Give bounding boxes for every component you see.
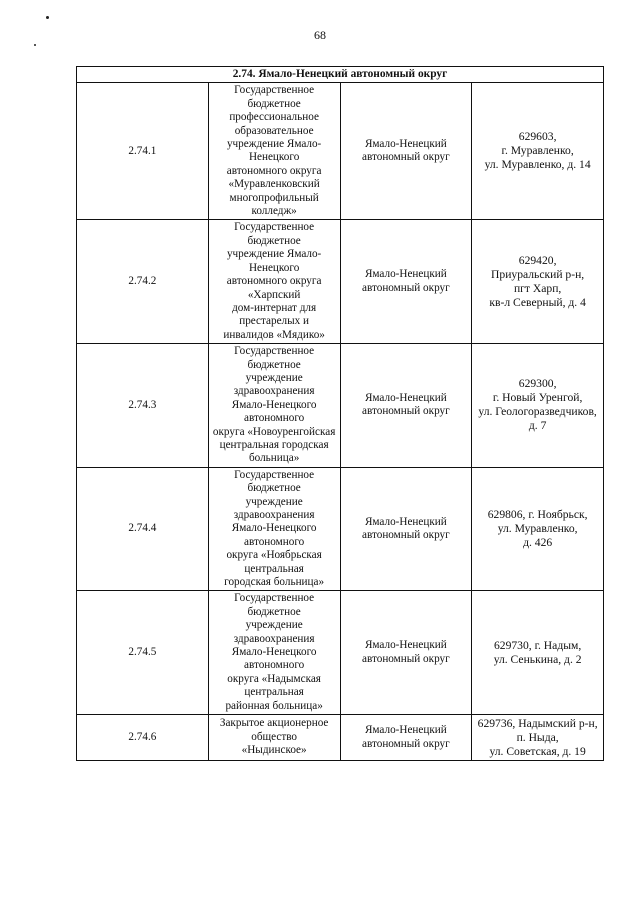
institutions-table xyxy=(76,66,604,761)
table-row xyxy=(77,591,604,715)
section-header-row xyxy=(77,67,604,83)
scan-speck xyxy=(34,44,36,46)
institution-name: Закрытое акционерное общество «Ныдинское» xyxy=(208,715,340,761)
address-cell: 629730, г. Надым, ул. Сенькина, д. 2 xyxy=(472,591,604,715)
region-cell: Ямало-Ненецкий автономный округ xyxy=(340,467,472,591)
region-cell: Ямало-Ненецкий автономный округ xyxy=(340,220,472,344)
table-row xyxy=(77,467,604,591)
row-number: 2.74.3 xyxy=(77,344,209,468)
address-cell: 629300, г. Новый Уренгой, ул. Геологоразведчиков, д. 7 xyxy=(472,344,604,468)
institution-name: Государственное бюджетное учреждение здравоохранения Ямало-Ненецкого автономного округа «Новоуренгойская центральная городская больница» xyxy=(208,344,340,468)
institution-name: Государственное бюджетное учреждение Ямало-Ненецкого автономного округа «Харпский дом-интернат для престарелых и инвалидов «Мядико» xyxy=(208,220,340,344)
page-number: 68 xyxy=(314,28,326,42)
institution-name: Государственное бюджетное учреждение здравоохранения Ямало-Ненецкого автономного округа «Ноябрьская центральная городская больница» xyxy=(208,467,340,591)
table-row xyxy=(77,220,604,344)
region-cell: Ямало-Ненецкий автономный округ xyxy=(340,591,472,715)
institution-name: Государственное бюджетное учреждение здравоохранения Ямало-Ненецкого автономного округа «Надымская центральная районная больница» xyxy=(208,591,340,715)
row-number: 2.74.2 xyxy=(77,220,209,344)
address-cell: 629420, Приуральский р-н, пгт Харп, кв-л Северный, д. 4 xyxy=(472,220,604,344)
table-row xyxy=(77,344,604,468)
address-cell: 629806, г. Ноябрьск, ул. Муравленко, д. 426 xyxy=(472,467,604,591)
table-row xyxy=(77,83,604,220)
institution-name: Государственное бюджетное профессиональное образовательное учреждение Ямало-Ненецкого автономного округа «Муравленковский многопрофильный колледж» xyxy=(208,83,340,220)
row-number: 2.74.5 xyxy=(77,591,209,715)
row-number: 2.74.6 xyxy=(77,715,209,761)
scan-speck xyxy=(46,16,49,19)
region-cell: Ямало-Ненецкий автономный округ xyxy=(340,344,472,468)
address-cell: 629603, г. Муравленко, ул. Муравленко, д. 14 xyxy=(472,83,604,220)
section-title: 2.74. Ямало-Ненецкий автономный округ xyxy=(77,67,604,83)
row-number: 2.74.1 xyxy=(77,83,209,220)
region-cell: Ямало-Ненецкий автономный округ xyxy=(340,715,472,761)
table-row xyxy=(77,715,604,761)
row-number: 2.74.4 xyxy=(77,467,209,591)
region-cell: Ямало-Ненецкий автономный округ xyxy=(340,83,472,220)
address-cell: 629736, Надымский р-н, п. Ныда, ул. Советская, д. 19 xyxy=(472,715,604,761)
